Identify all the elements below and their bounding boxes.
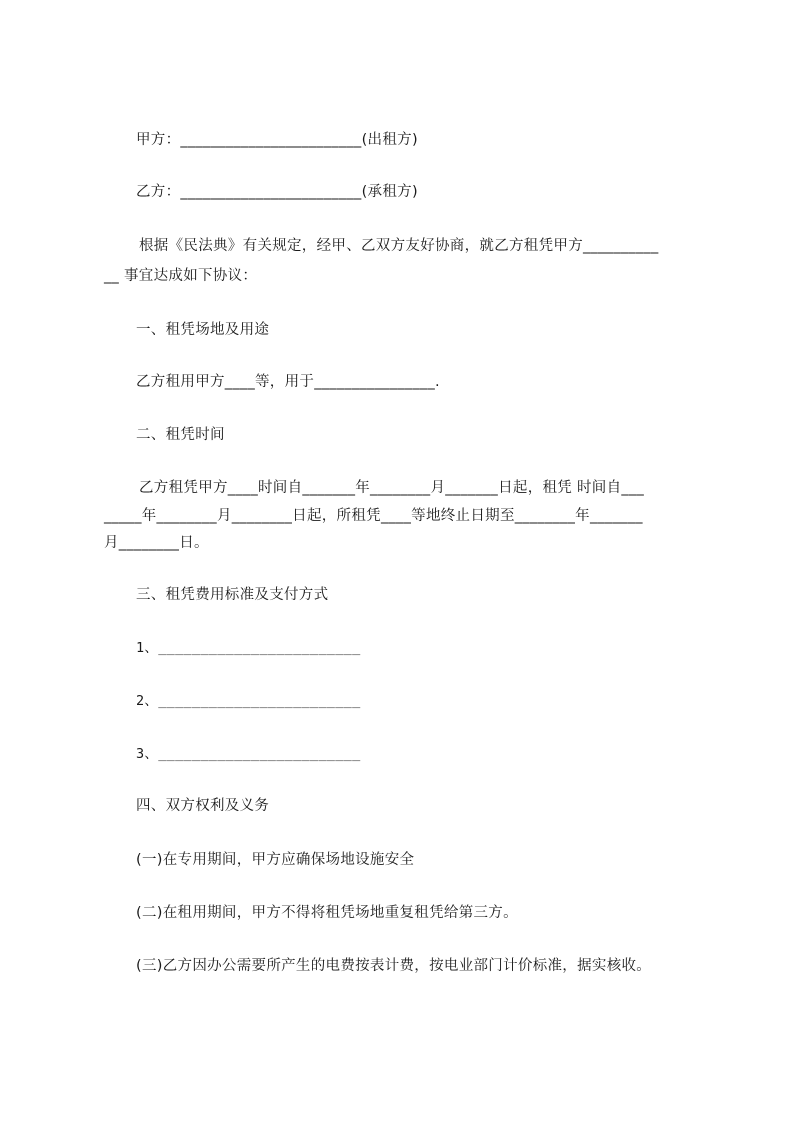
party-a-line: 甲方：________________________(出租方) [136,132,418,148]
section-3-item-1: 1、________________________ [136,640,361,656]
section-2-line-2: _____年________月________日起，所租凭____等地终止日期至________年_______ [104,508,643,524]
intro-line-1: 根据《民法典》有关规定，经甲、乙双方友好协商，就乙方租凭甲方__________ [139,238,659,254]
intro-line-2: __ 事宜达成如下协议： [104,268,258,284]
section-4-item-3: (三)乙方因办公需要所产生的电费按表计费，按电业部门计价标准，据实核收。 [136,958,652,974]
section-2-title: 二、租凭时间 [136,427,225,443]
section-1-title: 一、租凭场地及用途 [136,322,270,338]
section-2-line-1: 乙方租凭甲方____时间自_______年________月_______日起，租凭 时间自___ [139,480,645,496]
section-3-item-3: 3、________________________ [136,746,361,762]
party-b-line: 乙方：________________________(承租方) [136,184,418,200]
section-4-item-2: (二)在租用期间，甲方不得将租凭场地重复租凭给第三方。 [136,905,518,921]
section-3-title: 三、租凭费用标准及支付方式 [136,587,329,603]
section-3-item-2: 2、________________________ [136,693,361,709]
section-4-item-1: (一)在专用期间，甲方应确保场地设施安全 [136,852,415,868]
section-2-line-3: 月________日。 [104,535,209,551]
section-4-title: 四、双方权利及义务 [136,798,270,814]
section-1-body: 乙方租用甲方____等，用于________________. [136,374,440,390]
